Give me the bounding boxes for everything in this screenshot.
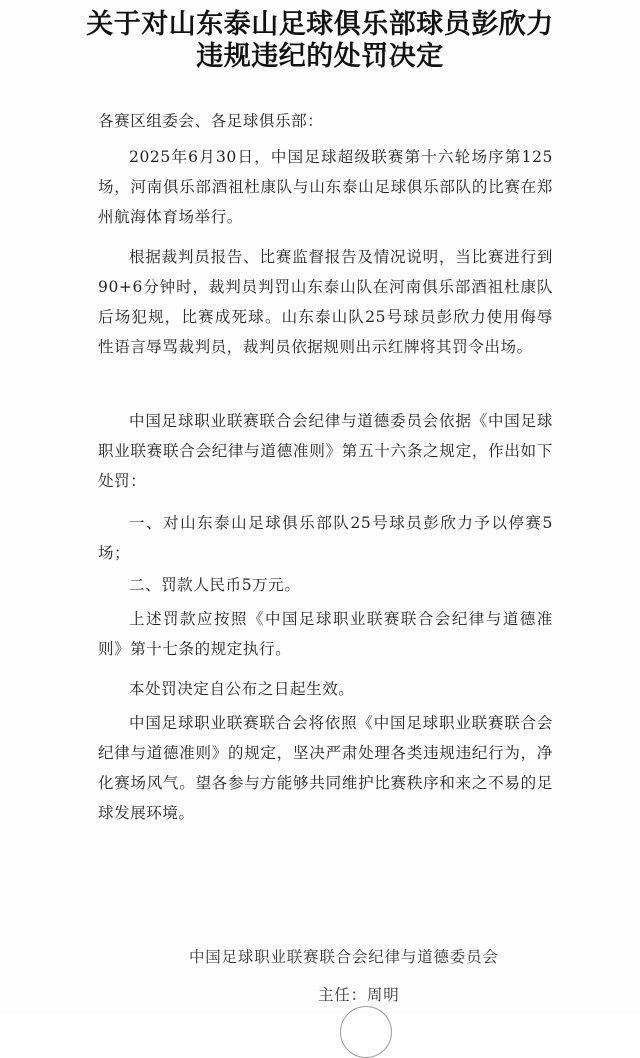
paragraph-closing-statement: 中国足球职业联赛联合会将依照《中国足球职业联赛联合会纪律与道德准则》的规定，坚决严肃处理各类违规违纪行为，净化赛场风气。望各参与方能够共同维护比赛秩序和来之不易的足球发展环境。	[98, 714, 553, 822]
document-title-line2: 违规违纪的处罚决定	[196, 41, 444, 72]
document-title-line1: 关于对山东泰山足球俱乐部球员彭欣力	[86, 9, 554, 40]
penalty-item-suspension: 一、对山东泰山足球俱乐部队25号球员彭欣力予以停赛5场；	[98, 514, 553, 562]
penalty-item-fine: 二、罚款人民币5万元。	[129, 576, 301, 594]
official-seal-icon	[340, 1006, 392, 1058]
salutation: 各赛区组委会、各足球俱乐部：	[98, 112, 324, 130]
signature-organization: 中国足球职业联赛联合会纪律与道德委员会	[189, 948, 499, 966]
signature-director: 主任：周明	[318, 986, 400, 1004]
paragraph-effective: 本处罚决定自公布之日起生效。	[129, 680, 355, 698]
paragraph-basis: 中国足球职业联赛联合会纪律与道德委员会依据《中国足球职业联赛联合会纪律与道德准则》第五十六条之规定，作出如下处罚：	[98, 412, 553, 490]
paragraph-fine-execution: 上述罚款应按照《中国足球职业联赛联合会纪律与道德准则》第十七条的规定执行。	[98, 610, 553, 658]
paragraph-match-info: 2025年6月30日，中国足球超级联赛第十六轮场序第125场，河南俱乐部酒祖杜康队与山东泰山足球俱乐部队的比赛在郑州航海体育场举行。	[98, 148, 553, 226]
paragraph-incident: 根据裁判员报告、比赛监督报告及情况说明，当比赛进行到90+6分钟时，裁判员判罚山东泰山队在河南俱乐部酒祖杜康队后场犯规，比赛成死球。山东泰山队25号球员彭欣力使用侮辱性语言辱骂裁判员，裁判员依据规则出示红牌将其罚令出场。	[98, 248, 553, 356]
